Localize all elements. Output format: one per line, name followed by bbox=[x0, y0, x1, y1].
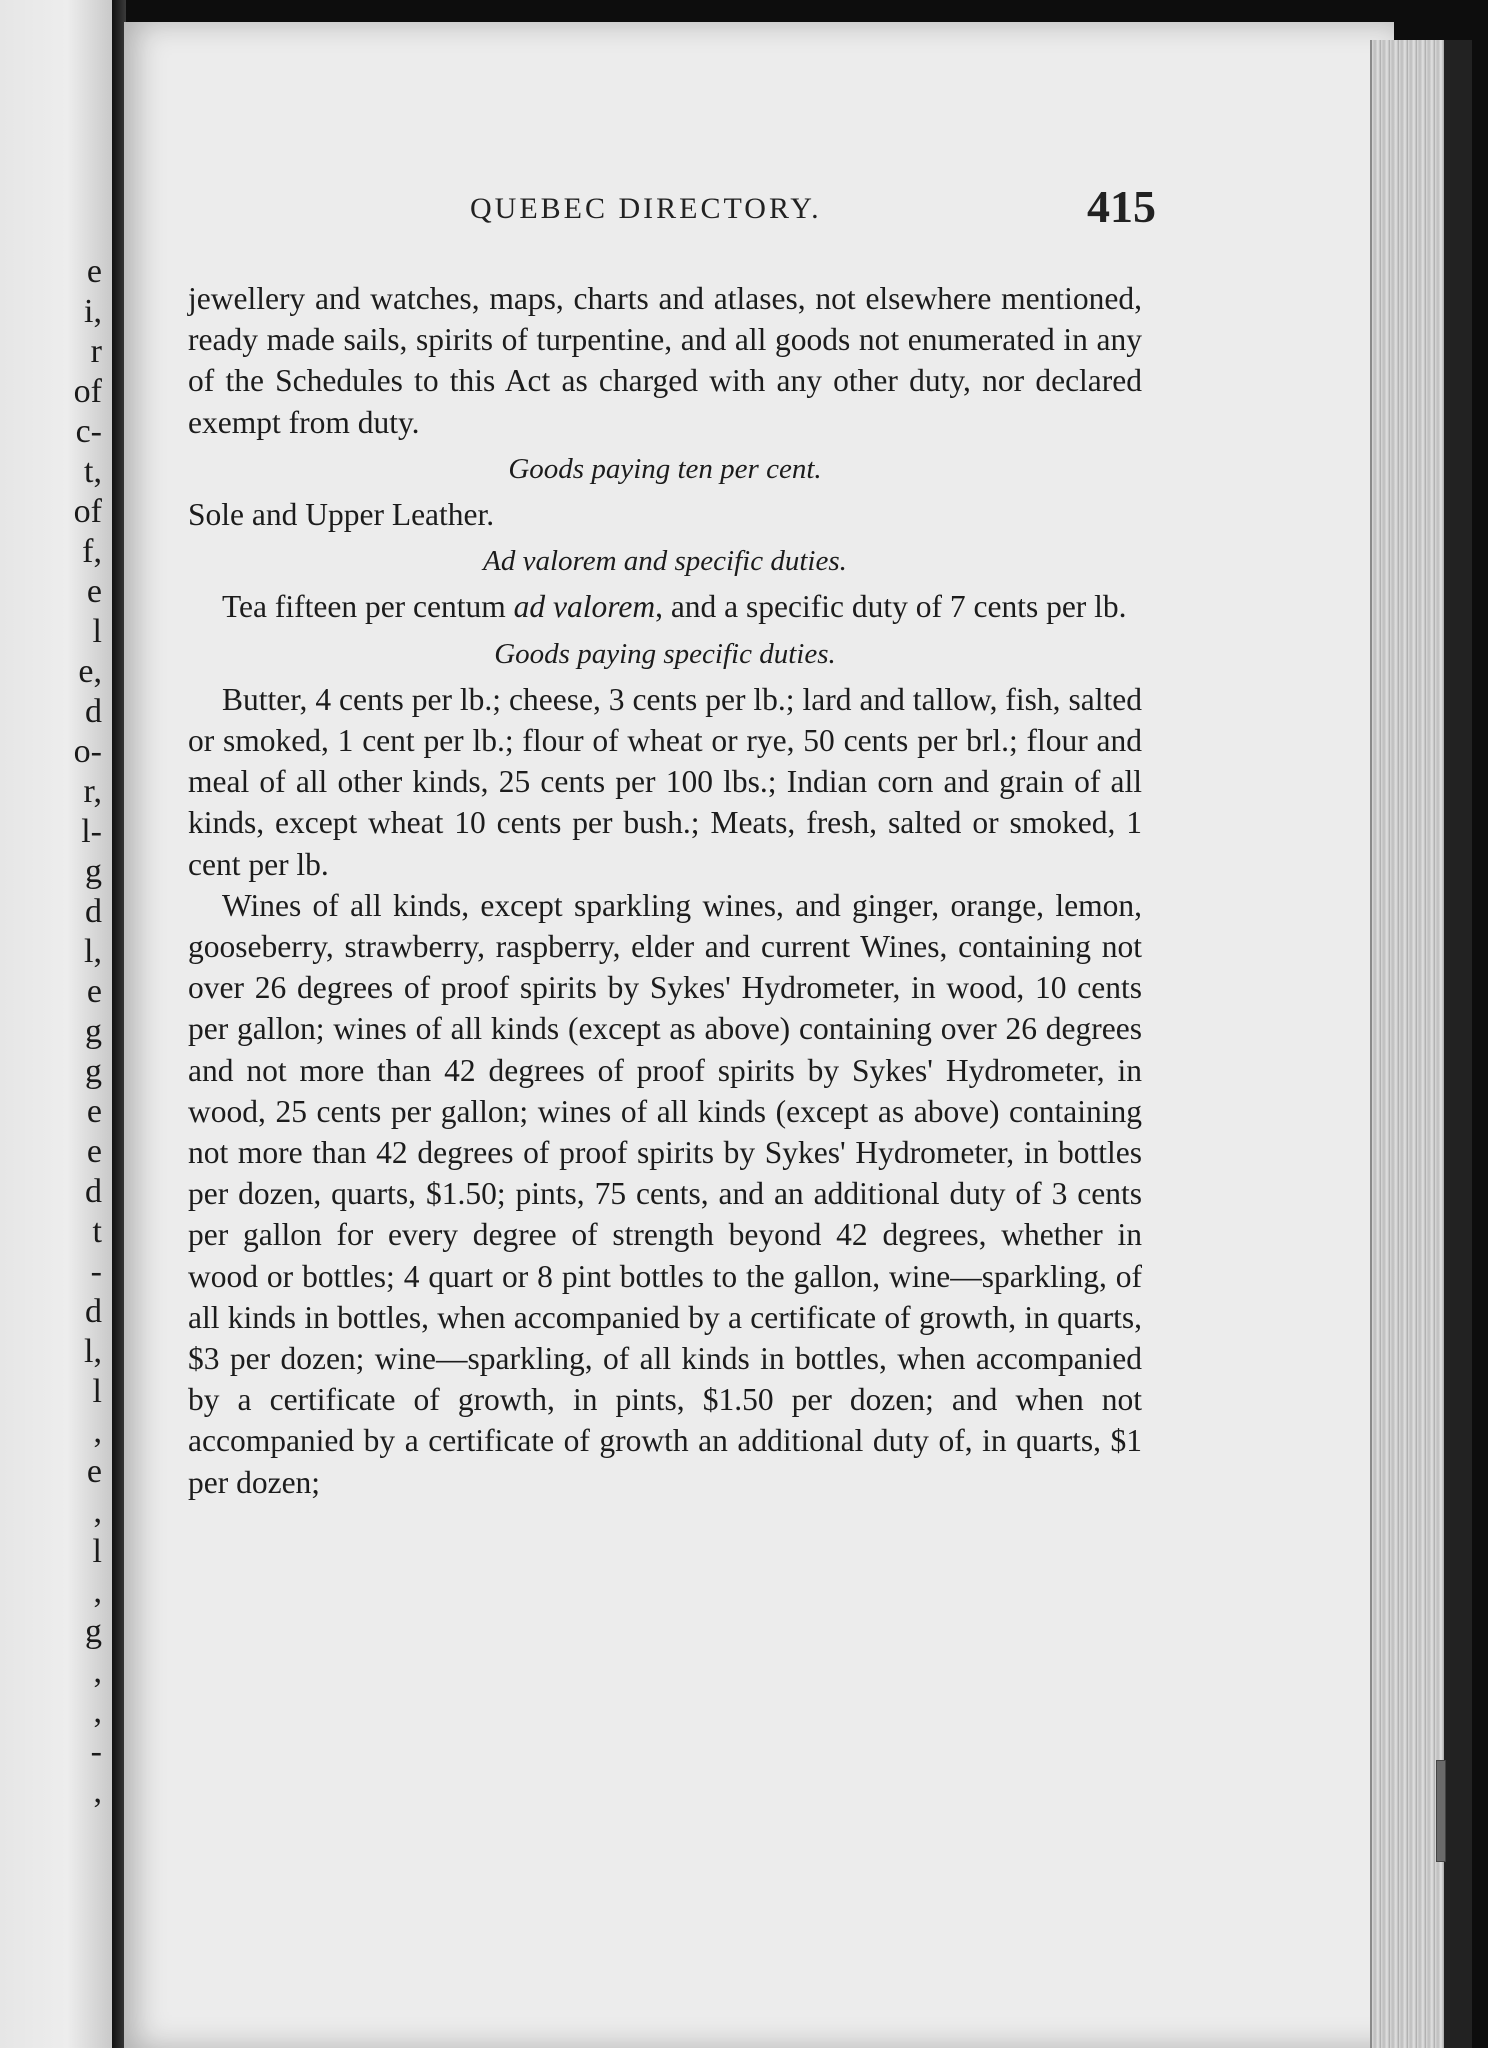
facing-page-fragment: g bbox=[85, 1013, 102, 1050]
facing-page-fragment: , bbox=[93, 1493, 102, 1530]
facing-page-fragment: d bbox=[85, 1293, 102, 1330]
facing-page-fragment: i, bbox=[84, 293, 102, 330]
facing-page-fragment: g bbox=[85, 1613, 102, 1650]
facing-page-fragment: e bbox=[86, 573, 102, 610]
facing-page-fragment: f, bbox=[82, 533, 102, 570]
paragraph: jewellery and watches, maps, charts and atlases, not elsewhere mentioned, ready made sails, spirits of turpentine, and all goods not enumerated in any of the Schedules to this Act as charged with any other duty, nor declared exempt from duty. bbox=[188, 281, 1142, 440]
facing-page-fragment: , bbox=[93, 1693, 102, 1730]
facing-page-fragment: l- bbox=[81, 813, 102, 850]
facing-page-fragment: c- bbox=[75, 413, 102, 450]
facing-page-fragment: e bbox=[86, 1133, 102, 1170]
facing-page-fragment: t, bbox=[84, 453, 102, 490]
paragraph: Wines of all kinds, except sparkling wines, and ginger, orange, lemon, gooseberry, strawberry, raspberry, elder and current Wines, containing not over 26 degrees of proof spirits by Sykes' Hydrometer, in wood, 10 cents per gallon; wines of all kinds (except as above) containing over 26 degrees and not more than 42 degrees of proof spirits by Sykes' Hydrometer, in wood, 25 cents per gallon; wines of all kinds (except as above) containing not more than 42 degrees of proof spirits by Sykes' Hydrometer, in bottles per dozen, quarts, $1.50; pints, 75 cents, and an additional duty of 3 cents per gallon for every degree of strength beyond 42 degrees, whether in wood or bottles; 4 quart or 8 pint bottles to the gallon, wine—sparkling, of all kinds in bottles, when accompanied by a certificate of growth, in quarts, $3 per dozen; wine—sparkling, of all kinds in bottles, when accompanied by a certificate of growth, in pints, $1.50 per dozen; and when not accompanied by a certificate of growth an additional duty of, in quarts, $1 per dozen; bbox=[188, 887, 1142, 1500]
running-head: QUEBEC DIRECTORY. bbox=[470, 192, 822, 225]
page-header bbox=[470, 180, 1170, 240]
paragraph: Sole and Upper Leather. bbox=[188, 497, 495, 533]
page-body bbox=[188, 278, 1142, 1503]
facing-page-fragment: e bbox=[86, 253, 102, 290]
facing-page-fragment: g bbox=[85, 1053, 102, 1090]
facing-page-fragment: l, bbox=[84, 933, 102, 970]
facing-page-fragment: d bbox=[85, 693, 102, 730]
facing-page-fragment: - bbox=[90, 1253, 102, 1290]
facing-page-line-endings bbox=[62, 252, 102, 1812]
facing-page-fragment: - bbox=[90, 1733, 102, 1770]
facing-page-fragment: , bbox=[93, 1573, 102, 1610]
facing-page-fragment: l bbox=[92, 1373, 102, 1410]
bookmark-ribbon bbox=[1436, 1760, 1446, 1862]
facing-page-fragment: , bbox=[93, 1773, 102, 1810]
facing-page-fragment: e bbox=[86, 1453, 102, 1490]
facing-page bbox=[0, 0, 112, 2048]
facing-page-fragment: of bbox=[73, 373, 102, 410]
facing-page-fragment: r, bbox=[83, 773, 102, 810]
facing-page-fragment: o- bbox=[73, 733, 102, 770]
facing-page-fragment: of bbox=[73, 493, 102, 530]
facing-page-fragment: l, bbox=[84, 1333, 102, 1370]
paragraph: Tea fifteen per centum ad valorem, and a specific duty of 7 cents per lb. bbox=[222, 589, 1127, 625]
page-edges bbox=[1370, 40, 1472, 2048]
facing-page-fragment: , bbox=[93, 1653, 102, 1690]
facing-page-fragment: e, bbox=[78, 653, 102, 690]
facing-page-fragment: l bbox=[92, 1533, 102, 1570]
facing-page-fragment: , bbox=[93, 1413, 102, 1450]
facing-page-fragment: g bbox=[85, 853, 102, 890]
facing-page-fragment: e bbox=[86, 973, 102, 1010]
facing-page-fragment: r bbox=[90, 333, 102, 370]
facing-page-fragment: d bbox=[85, 1173, 102, 1210]
section-heading: Goods paying ten per cent. bbox=[508, 452, 822, 485]
section-heading: Ad valorem and specific duties. bbox=[483, 545, 847, 578]
facing-page-fragment: t bbox=[92, 1213, 102, 1250]
facing-page-fragment: e bbox=[86, 1093, 102, 1130]
facing-page-fragment: d bbox=[85, 893, 102, 930]
section-heading: Goods paying specific duties. bbox=[494, 637, 836, 670]
facing-page-fragment: l bbox=[92, 613, 102, 650]
paragraph: Butter, 4 cents per lb.; cheese, 3 cents per lb.; lard and tallow, fish, salted or smoked, 1 cent per lb.; flour of wheat or rye, 50 cents per brl.; flour and meal of all other kinds, 25 cents per 100 lbs.; Indian corn and grain of all kinds, except wheat 10 cents per bush.; Meats, fresh, salted or smoked, 1 cent per lb. bbox=[188, 681, 1142, 882]
page-number: 415 bbox=[1087, 181, 1156, 232]
